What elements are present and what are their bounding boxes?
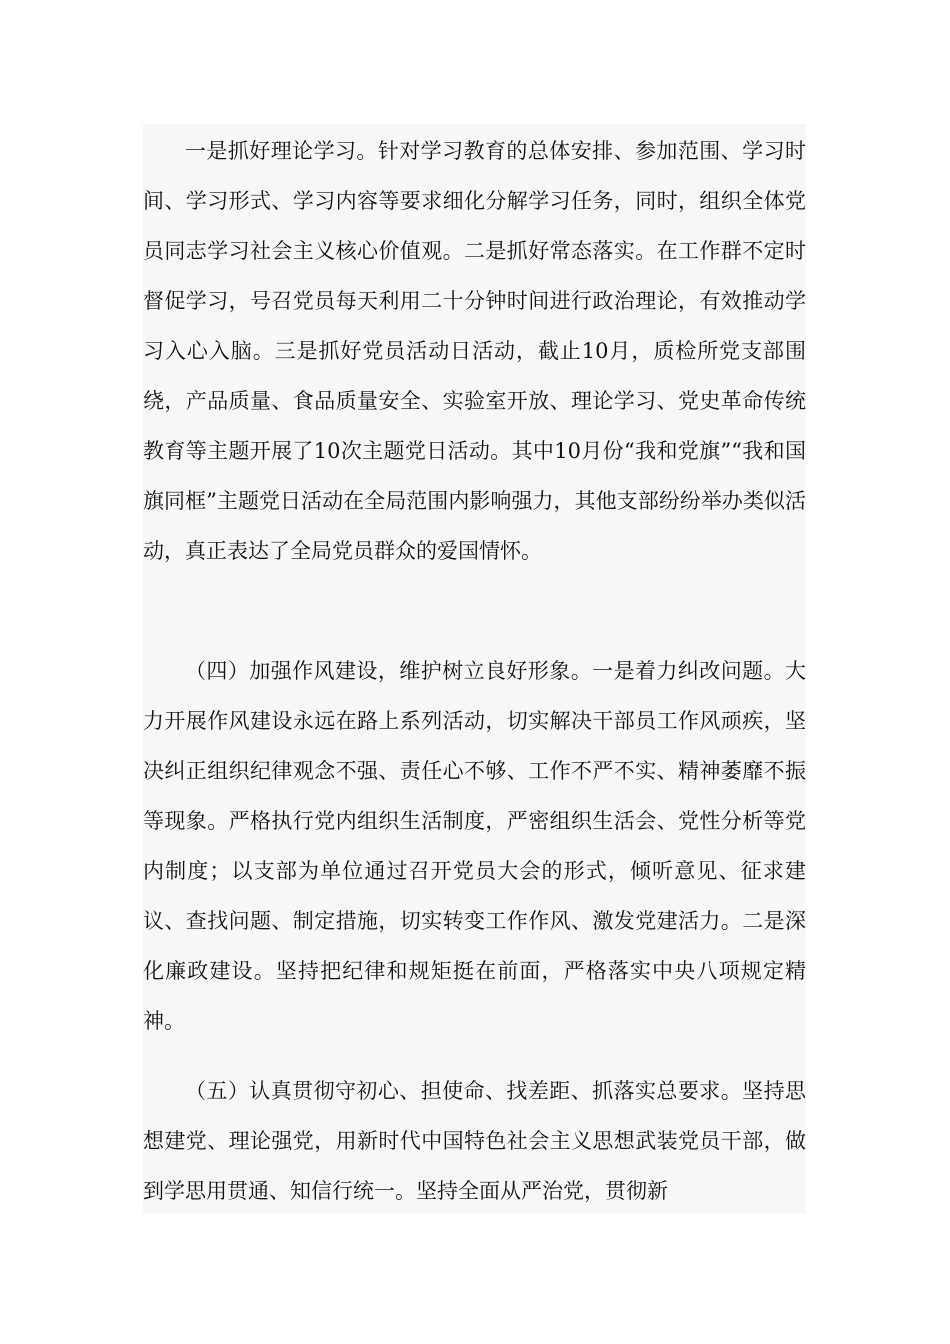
paragraph-work-style: （四）加强作风建设，维护树立良好形象。一是着力纠改问题。大力开展作风建设永远在路上系列活动，切实解决干部员工作风顽疾，坚决纠正组织纪律观念不强、责任心不够、工作不严不实、精神萎靡不振等现象。严格执行党内组织生活制度，严密组织生活会、党性分析等党内制度；以支部为单位通过召开党员大会的形式，倾听意见、征求建议、查找问题、制定措施，切实转变工作作风、激发党建活力。二是深化廉政建设。坚持把纪律和规矩挺在前面，严格落实中央八项规定精神。 [143, 659, 806, 1033]
paragraph-study: 一是抓好理论学习。针对学习教育的总体安排、参加范围、学习时间、学习形式、学习内容等要求细化分解学习任务，同时，组织全体党员同志学习社会主义核心价值观。二是抓好常态落实。在工作群不定时督促学习，号召党员每天利用二十分钟时间进行政治理论，有效推动学习入心入脑。三是抓好党员活动日活动，截止10月，质检所党支部围绕，产品质量、食品质量安全、实验室开放、理论学习、党史革命传统教育等主题开展了10次主题党日活动。其中10月份“我和党旗”“我和国旗同框”主题党日活动在全局范围内影响强力，其他支部纷纷举办类似活动，真正表达了全局党员群众的爱国情怀。 [143, 139, 806, 563]
document-body [143, 124, 806, 1214]
paragraph-original-aspiration: （五）认真贯彻守初心、担使命、找差距、抓落实总要求。坚持思想建党、理论强党，用新时代中国特色社会主义思想武装党员干部，做到学思用贯通、知信行统一。坚持全面从严治党，贯彻新 [143, 1079, 806, 1203]
